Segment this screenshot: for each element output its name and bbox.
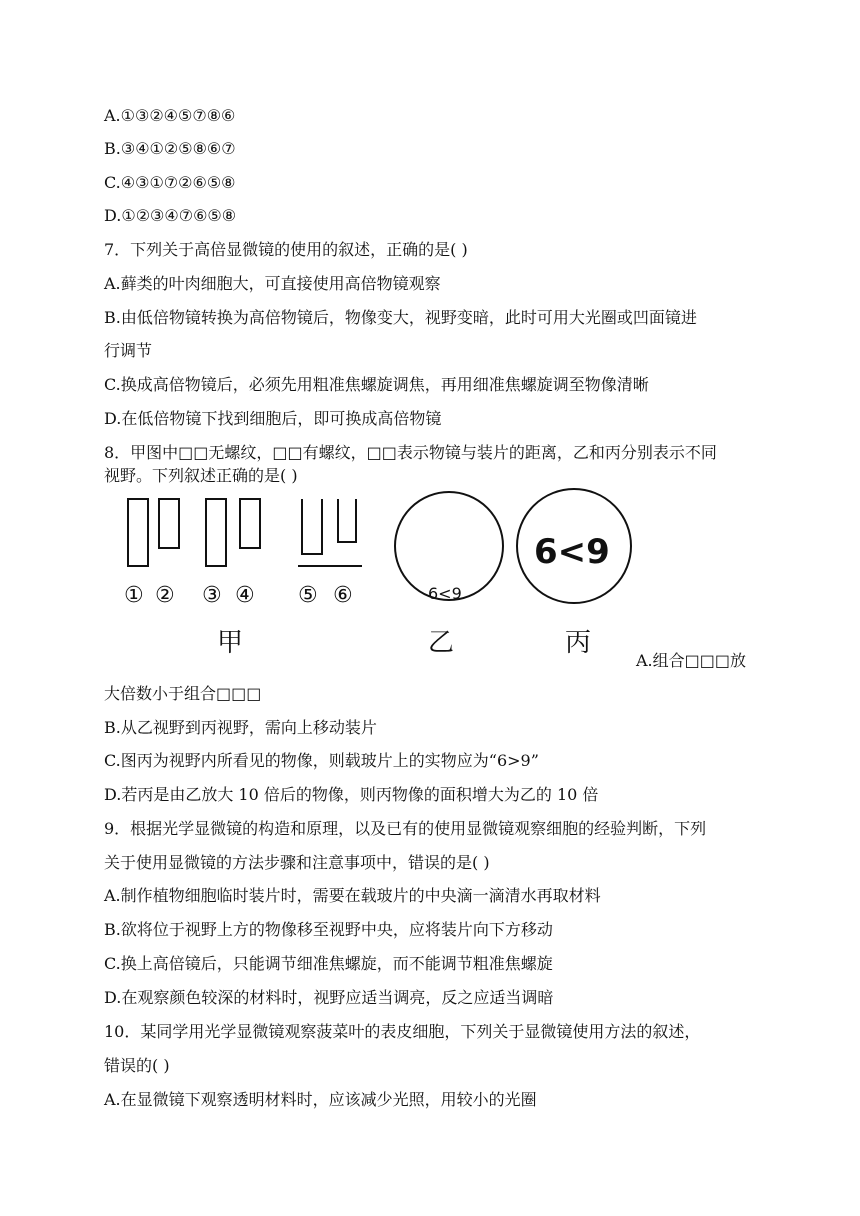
- text-line: 大倍数小于组合□□□: [104, 684, 262, 703]
- option-8a: A.组合□□□放: [636, 651, 746, 670]
- label-1: ①: [124, 583, 144, 608]
- lens-4: [240, 499, 260, 548]
- text-line: A.在显微镜下观察透明材料时，应该减少光照，用较小的光圈: [104, 1090, 537, 1109]
- microscope-figure: [116, 488, 646, 658]
- text-line: B.由低倍物镜转换为高倍物镜后，物像变大，视野变暗，此时可用大光圈或凹面镜进: [104, 308, 697, 327]
- text-line: C.换成高倍物镜后，必须先用粗准焦螺旋调焦，再用细准焦螺旋调至物像清晰: [104, 375, 649, 394]
- text-line: 10．某同学用光学显微镜观察菠菜叶的表皮细胞，下列关于显微镜使用方法的叙述，: [104, 1022, 701, 1041]
- label-2: ②: [155, 583, 175, 608]
- text-line: 关于使用显微镜的方法步骤和注意事项中，错误的是( ): [104, 853, 490, 872]
- text-line: 9．根据光学显微镜的构造和原理，以及已有的使用显微镜观察细胞的经验判断，下列: [104, 819, 707, 838]
- label-6: ⑥: [333, 583, 353, 608]
- text-line: B.③④①②⑤⑧⑥⑦: [104, 139, 236, 158]
- text-line: 视野。下列叙述正确的是( ): [104, 466, 298, 485]
- text-line: D.在低倍物镜下找到细胞后，即可换成高倍物镜: [104, 409, 442, 428]
- lens-1: [128, 499, 148, 566]
- text-line: D.①②③④⑦⑥⑤⑧: [104, 206, 237, 225]
- text-line: C.④③①⑦②⑥⑤⑧: [104, 173, 236, 192]
- view-bing-text: 6<9: [534, 532, 610, 572]
- text-line: A.藓类的叶肉细胞大，可直接使用高倍物镜观察: [104, 274, 441, 293]
- text-line: D.若丙是由乙放大 10 倍后的物像，则丙物像的面积增大为乙的 10 倍: [104, 785, 599, 804]
- text-line: A.制作植物细胞临时装片时，需要在载玻片的中央滴一滴清水再取材料: [104, 886, 601, 905]
- text-line: 错误的( ): [104, 1056, 170, 1075]
- text-line: D.在观察颜色较深的材料时，视野应适当调亮，反之应适当调暗: [104, 988, 554, 1007]
- text-line: 8．甲图中□□无螺纹，□□有螺纹，□□表示物镜与装片的距离，乙和丙分别表示不同: [104, 443, 717, 462]
- text-line: 7．下列关于高倍显微镜的使用的叙述，正确的是( ): [104, 240, 468, 259]
- caption-yi: 乙: [428, 628, 455, 658]
- lens-3: [206, 499, 226, 566]
- text-line: A.①③②④⑤⑦⑧⑥: [104, 106, 236, 125]
- objective-5: [302, 499, 322, 554]
- text-line: 行调节: [104, 341, 153, 360]
- view-yi-text: 6<9: [428, 584, 462, 603]
- text-line: C.图丙为视野内所看见的物像，则载玻片上的实物应为“6>9”: [104, 751, 539, 770]
- caption-bing: 丙: [565, 628, 592, 658]
- label-3: ③: [202, 583, 222, 608]
- text-line: B.欲将位于视野上方的物像移至视野中央，应将装片向下方移动: [104, 920, 553, 939]
- lens-2: [159, 499, 179, 548]
- caption-jia: 甲: [217, 628, 244, 658]
- text-line: C.换上高倍镜后，只能调节细准焦螺旋，而不能调节粗准焦螺旋: [104, 954, 553, 973]
- label-5: ⑤: [298, 583, 318, 608]
- label-4: ④: [235, 583, 255, 608]
- objective-6: [338, 499, 356, 542]
- text-line: B.从乙视野到丙视野，需向上移动装片: [104, 718, 377, 737]
- figure-svg: [116, 488, 646, 658]
